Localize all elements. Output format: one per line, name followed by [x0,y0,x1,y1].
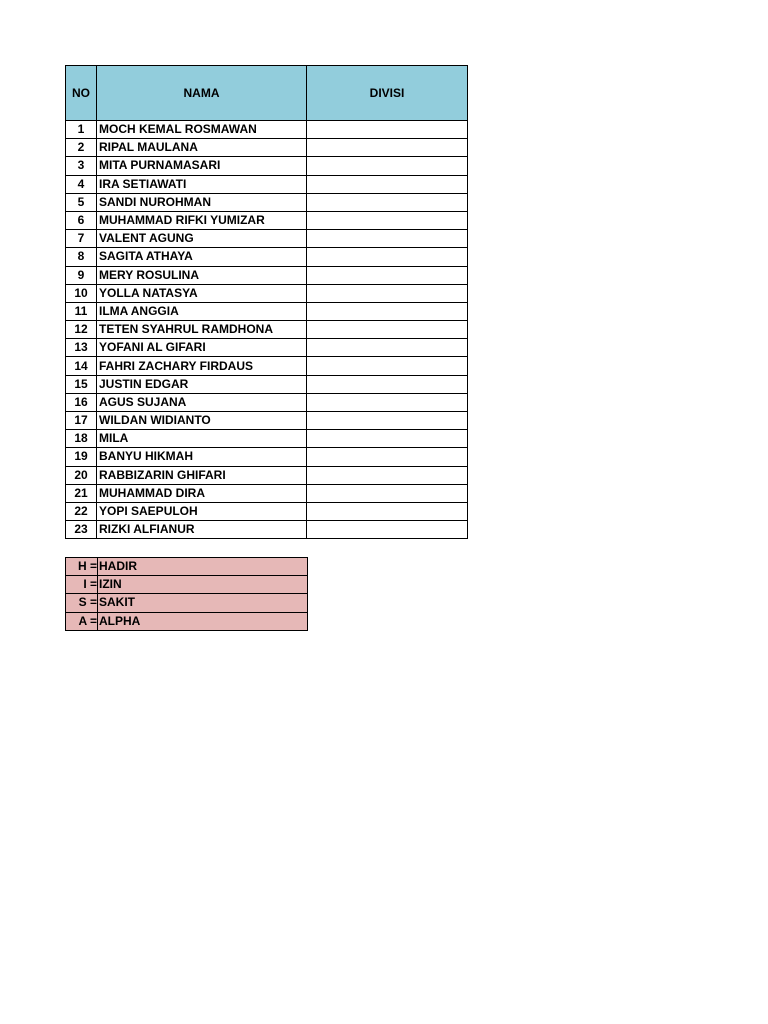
table-row [66,430,468,448]
row-number: 11 [66,302,97,320]
row-division[interactable] [307,193,468,211]
row-number: 13 [66,339,97,357]
row-number: 1 [66,121,97,139]
row-name: VALENT AGUNG [97,230,307,248]
row-division[interactable] [307,484,468,502]
row-number: 14 [66,357,97,375]
table-row [66,375,468,393]
table-row [66,157,468,175]
row-name: BANYU HIKMAH [97,448,307,466]
row-division[interactable] [307,339,468,357]
row-division[interactable] [307,357,468,375]
row-number: 6 [66,211,97,229]
table-row [66,284,468,302]
table-row [66,121,468,139]
row-division[interactable] [307,375,468,393]
row-number: 10 [66,284,97,302]
table-row [66,339,468,357]
row-number: 12 [66,321,97,339]
table-row [66,357,468,375]
row-number: 8 [66,248,97,266]
row-number: 5 [66,193,97,211]
table-row [66,266,468,284]
legend-code: S = [66,594,98,612]
row-division[interactable] [307,448,468,466]
row-number: 21 [66,484,97,502]
row-division[interactable] [307,393,468,411]
table-row [66,211,468,229]
row-division[interactable] [307,157,468,175]
row-division[interactable] [307,412,468,430]
table-row [66,139,468,157]
row-name: RIZKI ALFIANUR [97,521,307,539]
row-number: 7 [66,230,97,248]
row-name: YOLLA NATASYA [97,284,307,302]
row-name: MITA PURNAMASARI [97,157,307,175]
legend-code: A = [66,612,98,630]
legend-meaning: IZIN [98,576,308,594]
attendance-sheet [65,65,468,539]
row-name: FAHRI ZACHARY FIRDAUS [97,357,307,375]
table-row [66,230,468,248]
row-number: 20 [66,466,97,484]
row-number: 9 [66,266,97,284]
row-name: RABBIZARIN GHIFARI [97,466,307,484]
table-row [66,448,468,466]
legend-meaning: ALPHA [98,612,308,630]
row-division[interactable] [307,248,468,266]
row-name: JUSTIN EDGAR [97,375,307,393]
row-name: TETEN SYAHRUL RAMDHONA [97,321,307,339]
table-row [66,248,468,266]
legend-code: I = [66,576,98,594]
row-division[interactable] [307,139,468,157]
table-row [66,412,468,430]
row-name: RIPAL MAULANA [97,139,307,157]
row-division[interactable] [307,302,468,320]
row-number: 19 [66,448,97,466]
legend-table [65,557,308,631]
legend-row [66,558,308,576]
row-name: MERY ROSULINA [97,266,307,284]
table-row [66,193,468,211]
row-number: 16 [66,393,97,411]
row-number: 22 [66,502,97,520]
table-row [66,393,468,411]
table-row [66,175,468,193]
legend-code: H = [66,558,98,576]
row-name: YOFANI AL GIFARI [97,339,307,357]
table-row [66,466,468,484]
attendance-legend [65,557,308,631]
table-row [66,484,468,502]
row-name: SANDI NUROHMAN [97,193,307,211]
row-number: 4 [66,175,97,193]
row-name: ILMA ANGGIA [97,302,307,320]
row-division[interactable] [307,284,468,302]
row-number: 2 [66,139,97,157]
row-division[interactable] [307,466,468,484]
row-name: MUHAMMAD DIRA [97,484,307,502]
legend-meaning: HADIR [98,558,308,576]
row-division[interactable] [307,175,468,193]
row-name: AGUS SUJANA [97,393,307,411]
table-row [66,321,468,339]
row-name: MUHAMMAD RIFKI YUMIZAR [97,211,307,229]
row-number: 17 [66,412,97,430]
row-name: IRA SETIAWATI [97,175,307,193]
table-header-row [66,66,468,121]
legend-row [66,594,308,612]
table-body [66,121,468,539]
row-division[interactable] [307,502,468,520]
row-division[interactable] [307,266,468,284]
row-division[interactable] [307,211,468,229]
legend-body [66,558,308,631]
table-row [66,521,468,539]
row-name: YOPI SAEPULOH [97,502,307,520]
row-name: SAGITA ATHAYA [97,248,307,266]
legend-meaning: SAKIT [98,594,308,612]
header-divisi: DIVISI [307,66,468,121]
row-name: MILA [97,430,307,448]
row-division[interactable] [307,230,468,248]
row-division[interactable] [307,321,468,339]
row-division[interactable] [307,521,468,539]
member-table [65,65,468,539]
row-number: 3 [66,157,97,175]
row-division[interactable] [307,121,468,139]
legend-row [66,576,308,594]
header-no: NO [66,66,97,121]
header-nama: NAMA [97,66,307,121]
table-row [66,502,468,520]
row-number: 23 [66,521,97,539]
table-row [66,302,468,320]
row-number: 18 [66,430,97,448]
row-division[interactable] [307,430,468,448]
legend-row [66,612,308,630]
row-name: WILDAN WIDIANTO [97,412,307,430]
row-number: 15 [66,375,97,393]
row-name: MOCH KEMAL ROSMAWAN [97,121,307,139]
